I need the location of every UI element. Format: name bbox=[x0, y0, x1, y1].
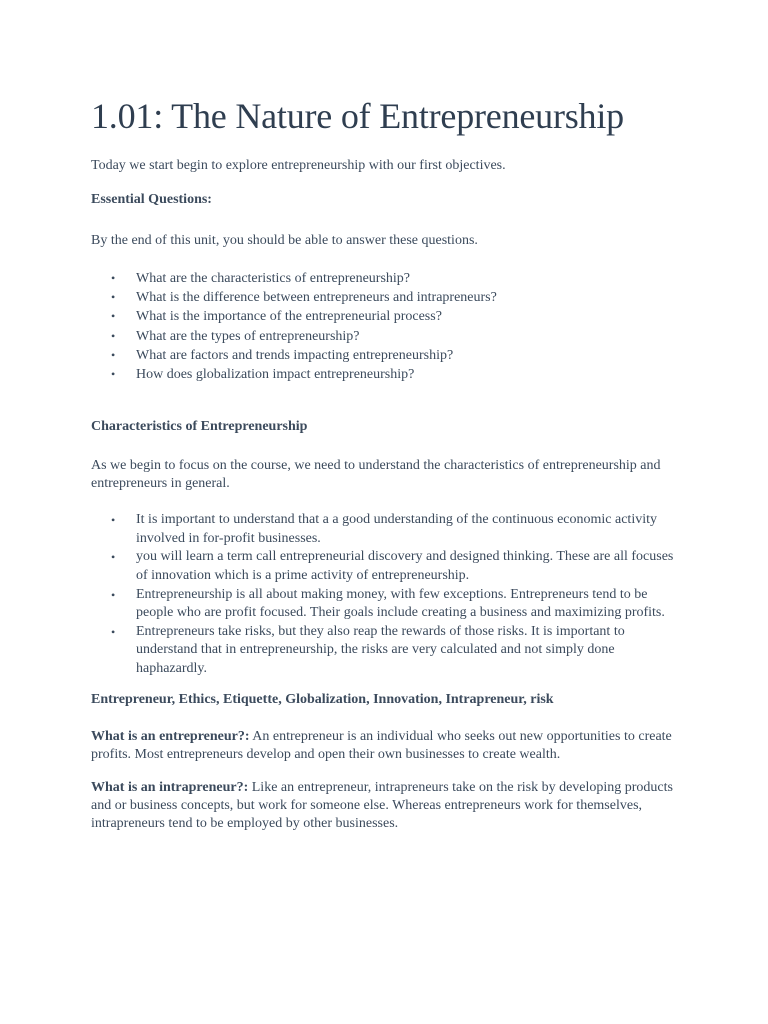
definition-text: An entrepreneur is an individual who seeks out new opportunities to create profits. Most entrepreneurs develop and open their own businesses to create wealth. bbox=[91, 728, 672, 762]
list-item bbox=[91, 548, 678, 585]
bullet-icon: • bbox=[111, 347, 116, 362]
list-item bbox=[91, 288, 678, 307]
essential-questions-list bbox=[91, 269, 678, 384]
list-item bbox=[91, 269, 678, 288]
bullet-icon: • bbox=[111, 550, 116, 565]
intrapreneur-definition bbox=[91, 779, 678, 833]
list-item bbox=[91, 365, 678, 384]
bullet-icon: • bbox=[111, 309, 116, 324]
bullet-icon: • bbox=[111, 513, 116, 528]
list-item-text: What is the importance of the entrepreneurial process? bbox=[136, 309, 442, 325]
bullet-icon: • bbox=[111, 271, 116, 285]
intro-paragraph: Today we start begin to explore entrepreneurship with our first objectives. bbox=[91, 158, 506, 173]
bullet-icon: • bbox=[111, 290, 116, 305]
list-item bbox=[91, 586, 678, 623]
list-item-text: What are the types of entrepreneurship? bbox=[136, 328, 360, 344]
definition-text: Like an entrepreneur, intrapreneurs take on the risk by developing products and or business concepts, but work for someone else. Whereas entrepreneurs work for themselves, intrapreneurs tend to be employed by other businesses. bbox=[91, 779, 673, 831]
list-item bbox=[91, 346, 678, 365]
key-terms-line: Entrepreneur, Ethics, Etiquette, Globalization, Innovation, Intrapreneur, risk bbox=[91, 691, 554, 707]
characteristics-heading: Characteristics of Entrepreneurship bbox=[91, 419, 308, 435]
characteristics-lead: As we begin to focus on the course, we need to understand the characteristics of entrepreneurship and entrepreneurs in general. bbox=[91, 458, 661, 492]
characteristics-list bbox=[91, 511, 678, 678]
list-item-text: What are factors and trends impacting entrepreneurship? bbox=[136, 347, 454, 363]
list-item-text: What is the difference between entrepreneurs and intrapreneurs? bbox=[136, 290, 497, 306]
list-item-text: you will learn a term call entrepreneurial discovery and designed thinking. These are all focuses of innovation which is a prime activity of entrepreneurship. bbox=[136, 549, 674, 583]
list-item bbox=[91, 511, 678, 548]
definition-term: What is an intrapreneur?: bbox=[91, 779, 249, 795]
bullet-icon: • bbox=[111, 624, 116, 639]
list-item-text: It is important to understand that a a good understanding of the continuous economic activity involved in for-profit businesses. bbox=[136, 512, 657, 546]
essential-questions-lead: By the end of this unit, you should be able to answer these questions. bbox=[91, 233, 478, 248]
list-item-text: Entrepreneurship is all about making money, with few exceptions. Entrepreneurs tend to be people who are profit focused. Their goals include creating a business and maximizing profits. bbox=[136, 586, 665, 621]
list-item-text: How does globalization impact entrepreneurship? bbox=[136, 367, 415, 383]
list-item bbox=[91, 327, 678, 346]
entrepreneur-definition bbox=[91, 728, 678, 764]
definition-term: What is an entrepreneur?: bbox=[91, 728, 250, 744]
list-item-text: Entrepreneurs take risks, but they also reap the rewards of those risks. It is important to understand that in entrepreneurship, the risks are very calculated and not simply done haphazardly. bbox=[136, 623, 625, 676]
list-item bbox=[91, 623, 678, 679]
list-item bbox=[91, 307, 678, 326]
essential-questions-heading: Essential Questions: bbox=[91, 192, 212, 207]
page-title: 1.01: The Nature of Entrepreneurship bbox=[91, 96, 624, 136]
list-item-text: What are the characteristics of entrepreneurship? bbox=[136, 271, 411, 286]
bullet-icon: • bbox=[111, 367, 116, 382]
bullet-icon: • bbox=[111, 328, 116, 343]
bullet-icon: • bbox=[111, 587, 116, 602]
